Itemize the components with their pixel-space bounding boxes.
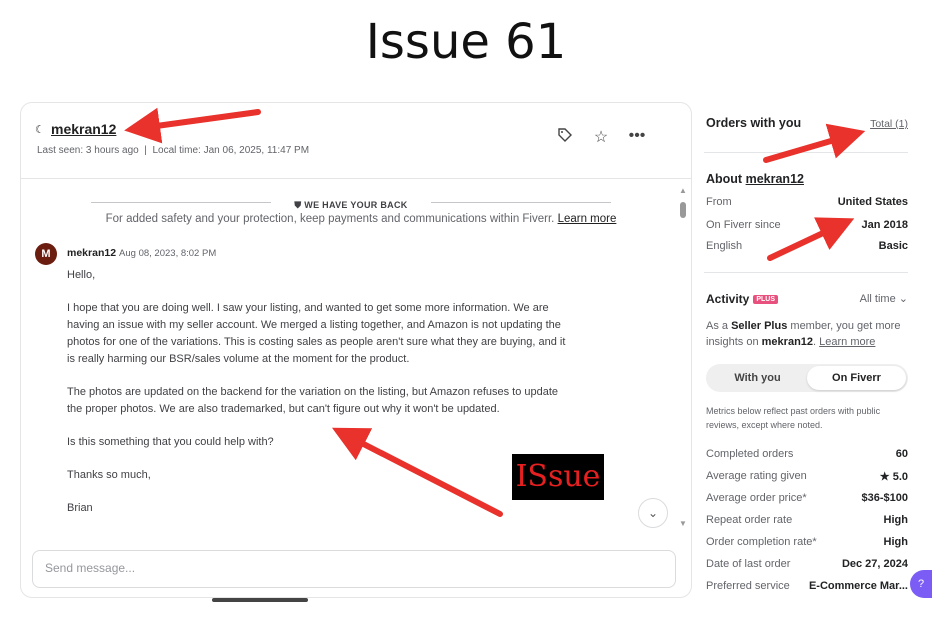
metric-label: Average rating given [706, 470, 807, 482]
metric-label: Repeat order rate [706, 514, 793, 526]
info-value: United States [837, 196, 908, 208]
metric-value: ★ 5.0 [879, 471, 908, 483]
info-value: Jan 2018 [861, 219, 908, 231]
status-divider: | [141, 145, 153, 156]
metric-label: Date of last order [706, 558, 791, 570]
metric-label: Completed orders [706, 448, 794, 460]
plus-badge: PLUS [753, 295, 778, 304]
message-paragraph: Is this something that you could help with? [67, 436, 274, 448]
metric-value: High [883, 536, 908, 548]
help-icon: ? [917, 578, 925, 590]
message-paragraph: I hope that you are doing well. I saw your listing, and wanted to get some more information. We are having an issue with my seller account. We merged a listing together, and Amazon is not updating the photos for one of the variations. This is costing sales as people aren't sure what they are buying, and it is really harming our BSR/sales volume at the moment for the product. [67, 302, 566, 365]
message-paragraph: Thanks so much, [67, 469, 151, 481]
orders-title: Orders with you [706, 116, 802, 130]
total-orders-link[interactable]: Total (1) [870, 118, 908, 130]
last-seen-text: Last seen: 3 hours ago [37, 145, 139, 156]
plus-learn-more-link[interactable]: Learn more [819, 336, 876, 348]
info-label: On Fiverr since [706, 219, 781, 231]
toggle-with-you[interactable]: With you [734, 372, 781, 384]
activity-range-label: All time [859, 293, 896, 305]
plus-info-username: mekran12 [761, 336, 814, 348]
moon-icon: ☾ [35, 124, 45, 136]
info-value: Basic [878, 240, 908, 252]
info-label: English [706, 240, 743, 252]
local-time-text: Local time: Jan 06, 2025, 11:47 PM [152, 145, 310, 156]
info-label: From [706, 196, 732, 208]
message-timestamp: Aug 08, 2023, 8:02 PM [119, 248, 217, 259]
message-paragraph: The photos are updated on the backend for the variation on the listing, but Amazon refuses to update the proper photos. We are also trademarked, but can't figure out why it won't be updated. [67, 386, 559, 415]
metric-value: E-Commerce Mar... [808, 580, 908, 592]
slide-title: Issue 61 [365, 14, 567, 70]
metric-label: Preferred service [706, 580, 790, 592]
metrics-note: Metrics below reflect past orders with public reviews, except where noted. [706, 406, 881, 430]
chevron-down-icon: ⌄ [647, 506, 659, 520]
message-paragraph: Hello, [67, 269, 96, 281]
arrow-to-username [142, 112, 258, 128]
issue-annotation-label: ISsue [512, 454, 604, 500]
plus-info: As a Seller Plus member, you get more insights on mekran12. Learn more [706, 320, 901, 348]
activity-label: Activity [706, 292, 750, 306]
metric-value: $36-$100 [861, 492, 908, 504]
plus-info-text: As a [706, 320, 729, 332]
arrow-to-country [770, 226, 838, 258]
chevron-down-icon: ⌄ [898, 293, 908, 305]
message-paragraph: Brian [67, 502, 93, 514]
more-options-icon[interactable]: ••• [628, 127, 646, 144]
shield-icon: ⛊ [294, 200, 305, 210]
plus-info-text: member, you get more insights on [706, 320, 901, 348]
safety-notice-text: For added safety and your protection, keep payments and communications within Fiverr. [105, 213, 555, 225]
scroll-up-arrow-icon[interactable]: ▲ [679, 186, 687, 195]
about-username-link[interactable]: mekran12 [745, 172, 804, 186]
metric-value: 60 [895, 448, 908, 460]
contact-username-link[interactable]: mekran12 [51, 121, 117, 137]
learn-more-link[interactable]: Learn more [557, 213, 617, 225]
toggle-on-fiverr[interactable]: On Fiverr [807, 366, 906, 390]
star-icon[interactable]: ☆ [593, 129, 609, 146]
scroll-down-arrow-icon[interactable]: ▼ [679, 519, 687, 528]
arrow-to-message [348, 436, 500, 514]
message-sender: mekran12 [67, 247, 117, 259]
plus-info-bold: Seller Plus [731, 320, 788, 332]
metric-value: Dec 27, 2024 [841, 558, 908, 570]
metric-label: Average order price* [706, 492, 807, 504]
safety-badge: WE HAVE YOUR BACK [304, 200, 408, 210]
about-prefix: About [706, 172, 743, 186]
arrow-to-total-orders [766, 136, 848, 160]
send-message-input[interactable]: Send message... [32, 550, 676, 588]
metric-label: Order completion rate* [706, 536, 817, 548]
metric-value: High [883, 514, 908, 526]
avatar[interactable]: M [35, 243, 57, 265]
